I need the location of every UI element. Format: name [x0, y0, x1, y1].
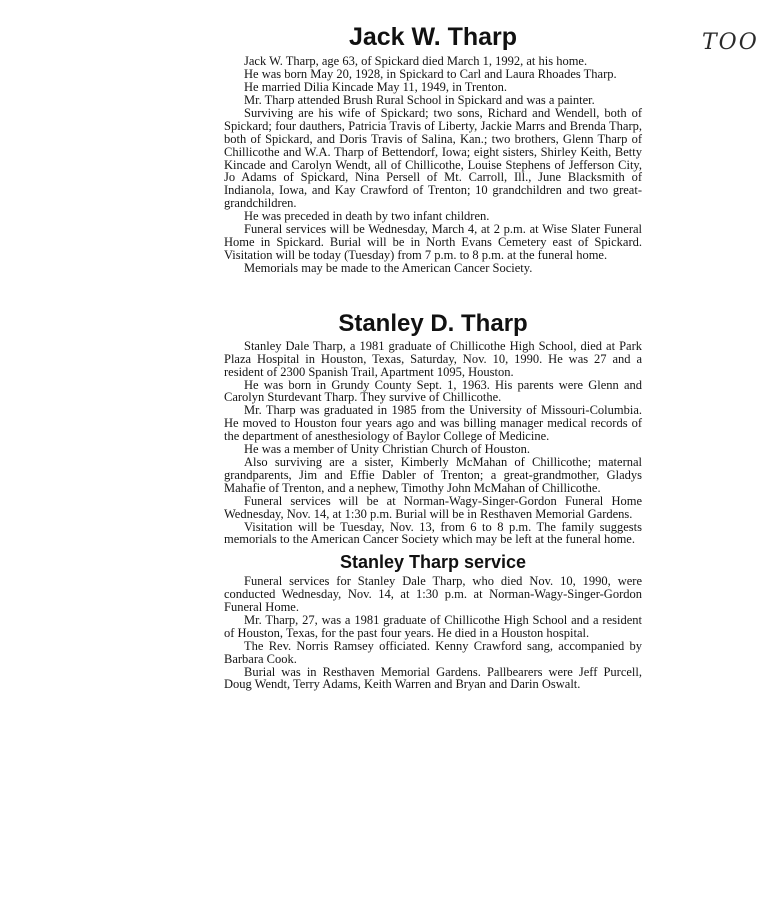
paragraph: Memorials may be made to the American Cancer Society. [244, 260, 533, 275]
paragraph: Surviving are his wife of Spickard; two sons, Richard and Wendell, both of Spickard; four dauthers, Patricia Travis of Liberty, Jackie Marrs and Brenda Tharp, both of Spickard, and Doris Travis of Salina, Kan.; two brothers, Glenn Tharp of Chillicothe and W.A. Tharp of Bettendorf, Iowa; eight sisters, Shirley Keith, Betty Kincade and Carolyn Wendt, all of Chillicothe, Louise Stephens of Jefferson City, Jo Adams of Spickard, Nina Persell of Mt. Carroll, Ill., June Blacksmith of Indianola, Iowa, and Kay Crawford of Trenton; 10 grandchildren and two great-grandchildren. [224, 105, 642, 211]
obituary-title-jack: Jack W. Tharp [348, 23, 518, 51]
paragraph: Jack W. Tharp, age 63, of Spickard died March 1, 1992, at his home. [244, 54, 588, 69]
service-notice-title: Stanley Tharp service [339, 552, 527, 573]
paragraph: Funeral services will be Wednesday, March 4, at 2 p.m. at Wise Slater Funeral Home in Spickard. Burial will be in North Evans Cemetery east of Spickard. Visitation will be today (Tuesday) from 7 p.m. to 8 p.m. at the funeral home. [224, 222, 642, 262]
paragraph: Funeral services for Stanley Dale Tharp, who died Nov. 10, 1990, were conducted Wednesday, Nov. 14, at 1:30 p.m. at Norman-Wagy-Singer-Gordon Funeral Home. [224, 574, 642, 615]
paragraph: Funeral services will be at Norman-Wagy-Singer-Gordon Funeral Home Wednesday, Nov. 14, at 1:30 p.m. Burial will be in Resthaven Memorial Gardens. [224, 493, 642, 521]
paragraph: Stanley Dale Tharp, a 1981 graduate of Chillicothe High School, died at Park Plaza Hospital in Houston, Texas, Saturday, Nov. 10, 1990. He was 27 and a resident of 2300 Spanish Trail, Apartment 1095, Houston. [224, 338, 642, 379]
paragraph: He was born May 20, 1928, in Spickard to Carl and Laura Rhoades Tharp. [244, 67, 617, 82]
paragraph: Mr. Tharp was graduated in 1985 from the University of Missouri-Columbia. He moved to Houston four years ago and was billing manager medical records of the department of anesthesiology of Baylor College of Medicine. [224, 403, 642, 444]
paragraph: He was born in Grundy County Sept. 1, 1963. His parents were Glenn and Carolyn Sturdevant Tharp. They survive of Chillicothe. [224, 377, 642, 405]
paragraph: He was preceded in death by two infant children. [244, 209, 490, 224]
paragraph: The Rev. Norris Ramsey officiated. Kenny Crawford sang, accompanied by Barbara Cook. [224, 638, 642, 666]
paragraph: He was a member of Unity Christian Church of Houston. [244, 442, 531, 457]
paragraph: Visitation will be Tuesday, Nov. 13, from 6 to 8 p.m. The family suggests memorials to the American Cancer Society which may be left at the funeral home. [224, 519, 642, 547]
paragraph: Mr. Tharp attended Brush Rural School in Spickard and was a painter. [244, 92, 595, 107]
obituary-title-stanley: Stanley D. Tharp [338, 309, 528, 337]
paragraph: Mr. Tharp, 27, was a 1981 graduate of Chillicothe High School and a resident of Houston, Texas, for the past four years. He died in a Houston hospital. [224, 612, 642, 640]
obituary-column [224, 24, 642, 691]
paragraph: Also surviving are a sister, Kimberly McMahan of Chillicothe; maternal grandparents, Jim and Effie Dabler of Trenton; a great-grandmother, Gladys Mahafie of Trenton, and a nephew, Timothy John McMahan of Chillicothe. [224, 455, 642, 495]
handwritten-note: TOO [702, 30, 759, 55]
paragraph: Burial was in Resthaven Memorial Gardens. Pallbearers were Jeff Purcell, Doug Wendt, Terry Adams, Keith Warren and Bryan and Darin Oswalt. [224, 664, 642, 692]
paragraph: He married Dilia Kincade May 11, 1949, in Trenton. [244, 80, 508, 95]
